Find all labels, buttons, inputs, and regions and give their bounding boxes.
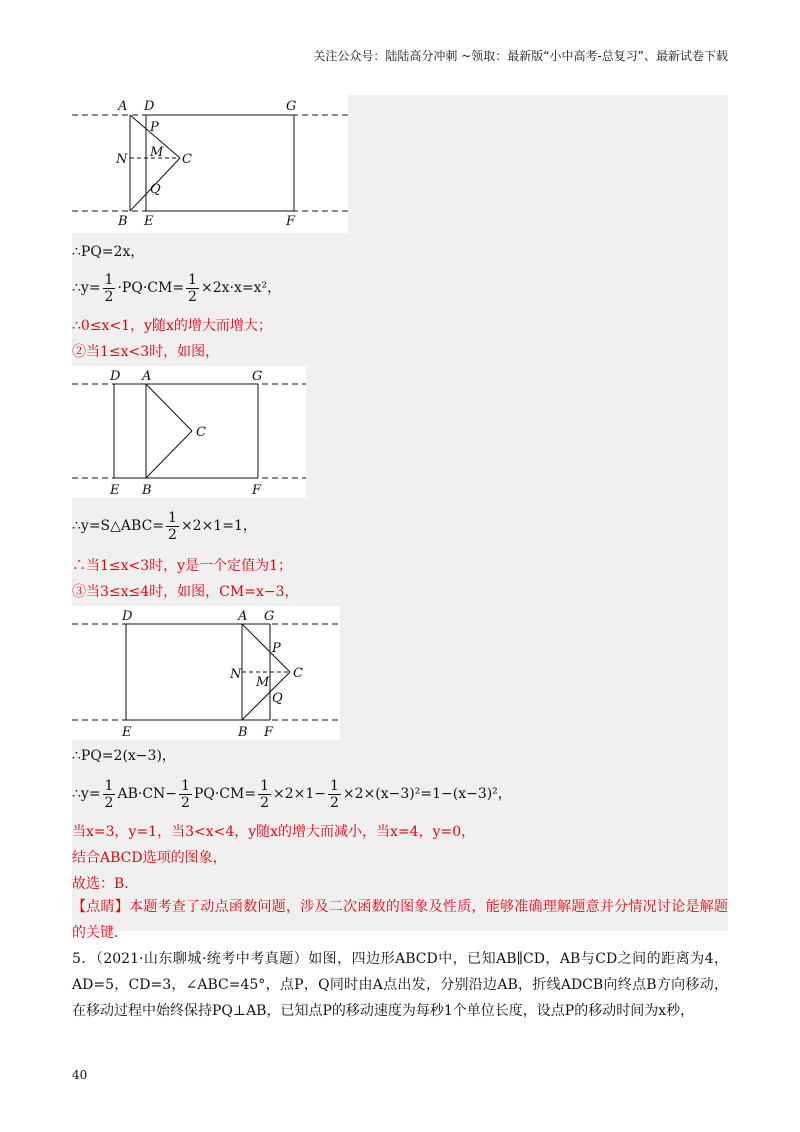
line2-middle: ·PQ·CM= <box>117 280 185 296</box>
fig3-label-M: M <box>256 675 270 690</box>
solution-line-11: 结合ABCD选项的图象， <box>72 850 227 866</box>
solution-line-1: ∴PQ=2x， <box>72 244 145 260</box>
fig1-label-E: E <box>144 214 154 229</box>
fig1-label-A: A <box>118 99 128 114</box>
solution-line-10: 当x=3，y=1，当3<x<4，y随x的增大而减小，当x=4，y=0， <box>72 824 476 840</box>
solution-comment: 【点睛】本题考查了动点函数问题，涉及二次函数的图象及性质，能够准确理解题意并分情况讨论是解题的关键． <box>72 899 728 941</box>
fig2-label-D: D <box>110 369 121 384</box>
fraction-denominator: 2 <box>260 794 269 811</box>
fig1-label-C: C <box>182 152 192 167</box>
figure-3 <box>72 606 340 740</box>
fraction-half <box>258 778 271 811</box>
fig1-label-F: F <box>286 214 296 229</box>
fraction-numerator: 1 <box>104 271 114 288</box>
solution-line-12: 故选：B． <box>72 876 139 892</box>
line2-suffix: ×2x·x=x²， <box>200 280 282 296</box>
page-header: 关注公众号：陆陆高分冲刺 ~领取：最新版“小中高考-总复习”、最新试卷下载 <box>313 49 728 63</box>
solution-line-2 <box>72 270 281 306</box>
line9-part-a: AB·CN− <box>117 786 178 802</box>
fraction-numerator: 1 <box>260 777 269 794</box>
fig2-label-C: C <box>196 425 206 440</box>
fraction-numerator: 1 <box>330 777 339 794</box>
fraction-denominator: 2 <box>104 794 114 811</box>
fig3-label-F: F <box>264 725 274 740</box>
fig2-label-F: F <box>252 483 262 498</box>
figure-1-svg <box>72 95 348 233</box>
fig3-label-C: C <box>293 666 303 681</box>
fig3-label-G: G <box>264 609 275 624</box>
fig2-label-A: A <box>142 369 152 384</box>
fig1-label-G: G <box>286 99 297 114</box>
figure-3-svg <box>72 606 340 740</box>
fig3-label-P: P <box>272 641 281 656</box>
fig3-label-E: E <box>122 725 132 740</box>
fig2-label-B: B <box>142 483 152 498</box>
solution-line-5 <box>72 508 257 544</box>
fraction-half <box>103 778 116 811</box>
fig3-label-A: A <box>238 609 248 624</box>
figure-1 <box>72 95 348 233</box>
line9-prefix: ∴y= <box>72 786 101 802</box>
fig3-label-Q: Q <box>272 691 283 706</box>
fraction-denominator: 2 <box>330 794 339 811</box>
fraction-half <box>328 778 341 811</box>
fraction-denominator: 2 <box>181 794 190 811</box>
fig1-label-B: B <box>118 214 128 229</box>
solution-line-4: ②当1≤x<3时，如图， <box>72 344 220 360</box>
fraction-numerator: 1 <box>188 271 197 288</box>
solution-line-9 <box>72 774 512 814</box>
line9-part-c: ×2×1− <box>272 786 326 802</box>
fraction-half <box>186 272 199 305</box>
fig2-label-G: G <box>252 369 263 384</box>
fraction-half <box>166 510 179 543</box>
fraction-numerator: 1 <box>168 509 177 526</box>
line9-part-b: PQ·CM= <box>193 786 257 802</box>
line2-prefix: ∴y= <box>72 280 101 296</box>
figure-2-svg <box>72 366 306 498</box>
fig1-label-P: P <box>150 120 159 135</box>
fraction-half <box>103 272 116 305</box>
question-5-text: 5．（2021·山东聊城·统考中考真题）如图，四边形ABCD中，已知AB∥CD，AB与CD之间的距离为4，AD=5，CD=3，∠ABC=45°，点P，Q同时由A点出发，分别沿边AB，折线ADCB向终点B方向移动，在移动过程中始终保持PQ⊥AB，已知点P的移动速度为每秒1个单位长度，设点P的移动时间为x秒， <box>72 951 728 1019</box>
fig1-label-M: M <box>150 145 164 160</box>
page-number: 40 <box>72 1068 88 1082</box>
solution-line-7: ③当3≤x≤4时，如图，CM=x−3， <box>72 584 299 600</box>
fraction-denominator: 2 <box>168 526 177 543</box>
line5-prefix: ∴y=S△ABC= <box>72 518 165 534</box>
fraction-denominator: 2 <box>104 288 114 305</box>
line9-suffix: ×2×(x−3)²=1−(x−3)²， <box>342 786 512 802</box>
fig1-label-N: N <box>116 152 128 167</box>
fig1-label-Q: Q <box>150 182 161 197</box>
fraction-numerator: 1 <box>104 777 114 794</box>
fig3-label-D: D <box>122 609 133 624</box>
fraction-half <box>179 778 192 811</box>
line5-suffix: ×2×1=1， <box>180 518 257 534</box>
figure-2 <box>72 366 306 498</box>
fig2-label-E: E <box>110 483 120 498</box>
fig3-label-B: B <box>238 725 248 740</box>
fig3-label-N: N <box>230 667 242 682</box>
solution-line-8: ∴PQ=2(x−3)， <box>72 748 176 764</box>
fraction-numerator: 1 <box>181 777 190 794</box>
solution-line-3: ∴0≤x<1，y随x的增大而增大； <box>72 318 272 334</box>
fig1-label-D: D <box>144 99 155 114</box>
fraction-denominator: 2 <box>188 288 197 305</box>
solution-line-6: ∴当1≤x<3时，y是一个定值为1； <box>72 558 292 574</box>
